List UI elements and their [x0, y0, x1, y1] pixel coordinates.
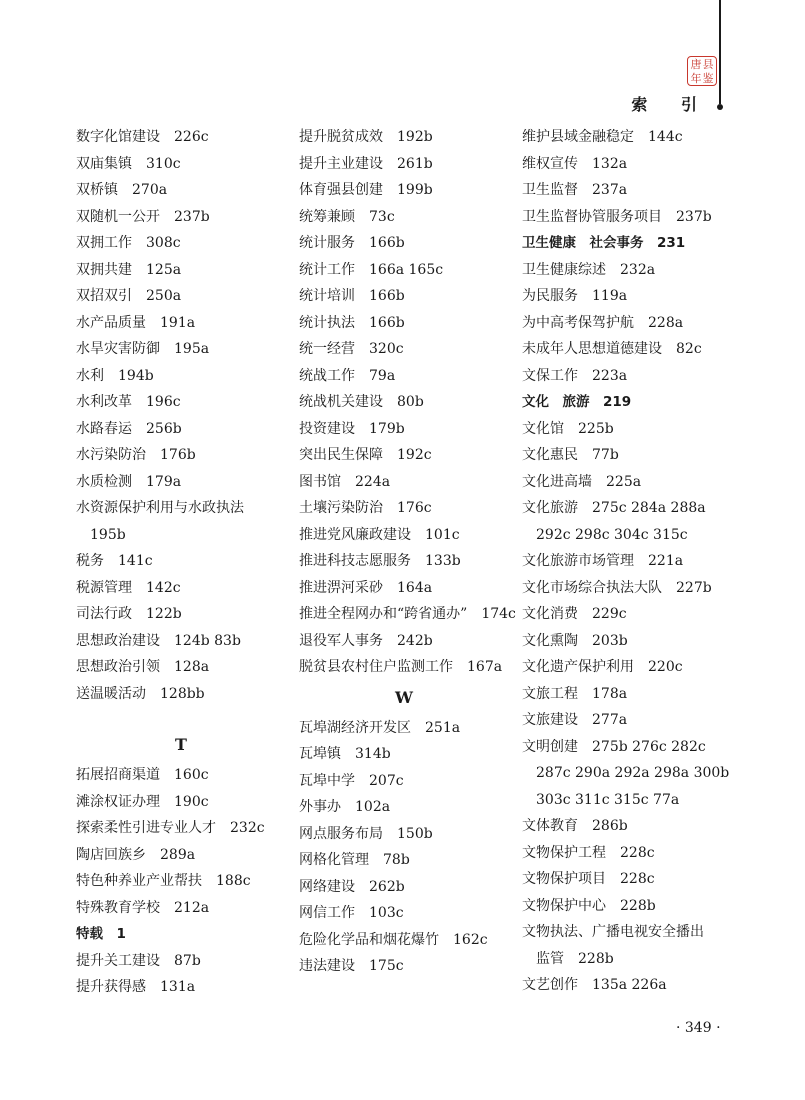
yearbook-seal-logo: [687, 56, 717, 86]
section-letter: W: [395, 687, 413, 707]
index-entry: 统战机关建设 80b: [299, 394, 424, 410]
index-category: 卫生健康 社会事务 231: [522, 235, 686, 251]
index-entry: 退役军人事务 242b: [299, 632, 433, 649]
index-entry: 文保工作 223a: [522, 367, 628, 384]
index-entry: 推进全程网办和“跨省通办” 174c: [299, 606, 516, 622]
index-entry: 图书馆 224a: [299, 473, 391, 490]
index-entry: 水利改革 196c: [76, 394, 181, 410]
index-entry: 税源管理 142c: [76, 579, 181, 596]
index-entry: 统一经营 320c: [299, 341, 404, 357]
index-entry: 维权宣传 132a: [522, 155, 628, 172]
index-entry: 卫生监督 237a: [522, 182, 628, 198]
index-entry: 双拥共建 125a: [76, 261, 182, 278]
index-entry: 危险化学品和烟花爆竹 162c: [299, 931, 488, 948]
index-entry: 提升主业建设 261b: [299, 155, 433, 172]
index-entry: 文化消费 229c: [522, 606, 627, 622]
index-entry: 体育强县创建 199b: [299, 182, 433, 198]
section-title: 索 引: [631, 95, 711, 114]
index-entry: 为民服务 119a: [522, 288, 628, 304]
index-entry: 水路春运 256b: [76, 420, 182, 437]
seal-char: 年: [690, 71, 702, 85]
index-entry: 提升关工建设 87b: [76, 952, 201, 969]
index-entry: 网点服务布局 150b: [299, 825, 433, 842]
index-entry: 文化熏陶 203b: [522, 632, 628, 649]
index-entry: 投资建设 179b: [299, 420, 405, 437]
index-entry: 外事办 102a: [299, 799, 391, 815]
index-entry: 推进党风廉政建设 101c: [299, 526, 460, 543]
index-entry: 文物保护中心 228b: [522, 897, 656, 914]
index-entry: 双随机一公开 237b: [76, 208, 210, 225]
index-entry: 双拥工作 308c: [76, 235, 181, 251]
index-entry: 网信工作 103c: [299, 905, 404, 921]
index-entry: 卫生健康综述 232a: [522, 261, 656, 278]
index-entry: 文化遗产保护利用 220c: [522, 659, 683, 675]
index-entry: 文物执法、广播电视安全播出: [522, 924, 704, 940]
index-column-2: [299, 124, 516, 980]
index-entry: 水污染防治 176b: [76, 447, 196, 463]
page-number: · 349 ·: [676, 1020, 721, 1036]
index-entry: 突出民生保障 192c: [299, 447, 432, 463]
index-entry: 提升获得感 131a: [76, 979, 196, 995]
seal-char: 唐: [690, 57, 702, 71]
index-entry: 特殊教育学校 212a: [76, 899, 210, 916]
index-entry: 思想政治建设 124b 83b: [76, 632, 241, 649]
index-entry: 网格化管理 78b: [299, 852, 410, 868]
index-entry: 文化旅游 275c 284a 288a: [522, 500, 706, 516]
index-entry: 双桥镇 270a: [76, 182, 168, 198]
index-entry: 文旅建设 277a: [522, 712, 628, 728]
index-entry: 土壤污染防治 176c: [299, 500, 432, 516]
index-entry: 统计培训 166b: [299, 288, 405, 304]
index-entry: 水旱灾害防御 195a: [76, 341, 210, 357]
index-entry: 水质检测 179a: [76, 473, 182, 490]
index-entry: 文旅工程 178a: [522, 685, 628, 702]
index-entry-continuation: 监管 228b: [536, 950, 614, 967]
index-entry: 税务 141c: [76, 553, 153, 569]
index-entry: 瓦埠中学 207c: [299, 772, 404, 789]
index-entry: 为中高考保驾护航 228a: [522, 314, 684, 331]
index-entry: 司法行政 122b: [76, 606, 182, 622]
index-entry: 提升脱贫成效 192b: [299, 129, 433, 145]
index-entry: 统计执法 166b: [299, 314, 405, 331]
index-entry: 未成年人思想道德建设 82c: [522, 341, 702, 357]
index-entry: 陶店回族乡 289a: [76, 846, 196, 863]
index-entry: 滩涂权证办理 190c: [76, 793, 209, 810]
index-entry: 文化馆 225b: [522, 420, 614, 437]
index-entry: 数字化馆建设 226c: [76, 129, 209, 145]
index-entry: 卫生监督协管服务项目 237b: [522, 208, 712, 225]
index-entry-continuation: 195b: [90, 526, 126, 543]
index-category: 文化 旅游 219: [522, 394, 632, 410]
index-entry: 网络建设 262b: [299, 878, 405, 895]
index-column-3: [522, 124, 732, 999]
index-entry: 拓展招商渠道 160c: [76, 767, 209, 783]
index-entry: 水资源保护利用与水政执法: [76, 500, 244, 516]
index-entry-continuation: 292c 298c 304c 315c: [536, 526, 688, 543]
index-entry: 文体教育 286b: [522, 818, 628, 834]
index-entry: 思想政治引领 128a: [76, 659, 210, 675]
header-dot: [717, 104, 723, 110]
index-entry: 水利 194b: [76, 367, 154, 384]
index-entry: 文化旅游市场管理 221a: [522, 553, 684, 569]
index-entry-continuation: 303c 311c 315c 77a: [536, 791, 680, 808]
seal-char: 鉴: [702, 71, 714, 85]
index-entry: 文明创建 275b 276c 282c: [522, 738, 706, 755]
index-entry: 统计工作 166a 165c: [299, 261, 444, 278]
index-entry: 统战工作 79a: [299, 367, 396, 384]
index-entry: 违法建设 175c: [299, 958, 404, 974]
index-entry: 脱贫县农村住户监测工作 167a: [299, 659, 503, 675]
index-entry: 统筹兼顾 73c: [299, 208, 395, 225]
index-entry: 水产品质量 191a: [76, 314, 196, 331]
header-rule: [719, 0, 721, 104]
index-entry: 文艺创作 135a 226a: [522, 977, 667, 993]
seal-char: 县: [702, 57, 714, 71]
index-entry: 瓦埠镇 314b: [299, 746, 391, 762]
spacer: [76, 707, 286, 728]
index-entry: 双招双引 250a: [76, 288, 182, 304]
index-entry: 双庙集镇 310c: [76, 155, 181, 172]
index-entry: 文化惠民 77b: [522, 447, 619, 463]
index-entry: 送温暖活动 128bb: [76, 685, 205, 702]
index-entry: 瓦埠湖经济开发区 251a: [299, 719, 461, 736]
index-entry: 维护县域金融稳定 144c: [522, 129, 683, 145]
index-entry-continuation: 287c 290a 292a 298a 300b: [536, 765, 730, 781]
index-entry: 特色种养业产业帮扶 188c: [76, 873, 251, 889]
index-entry: 文化进高墙 225a: [522, 473, 642, 490]
index-entry: 文物保护项目 228c: [522, 871, 655, 887]
index-entry: 文物保护工程 228c: [522, 844, 655, 861]
section-letter: T: [175, 735, 187, 754]
index-entry: 推进淠河采砂 164a: [299, 579, 433, 596]
index-entry: 推进科技志愿服务 133b: [299, 553, 461, 569]
index-entry: 统计服务 166b: [299, 235, 405, 251]
index-entry: 文化市场综合执法大队 227b: [522, 579, 712, 596]
index-column-1: [76, 124, 286, 1001]
index-category: 特载 1: [76, 926, 126, 942]
index-entry: 探索柔性引进专业人才 232c: [76, 820, 265, 836]
